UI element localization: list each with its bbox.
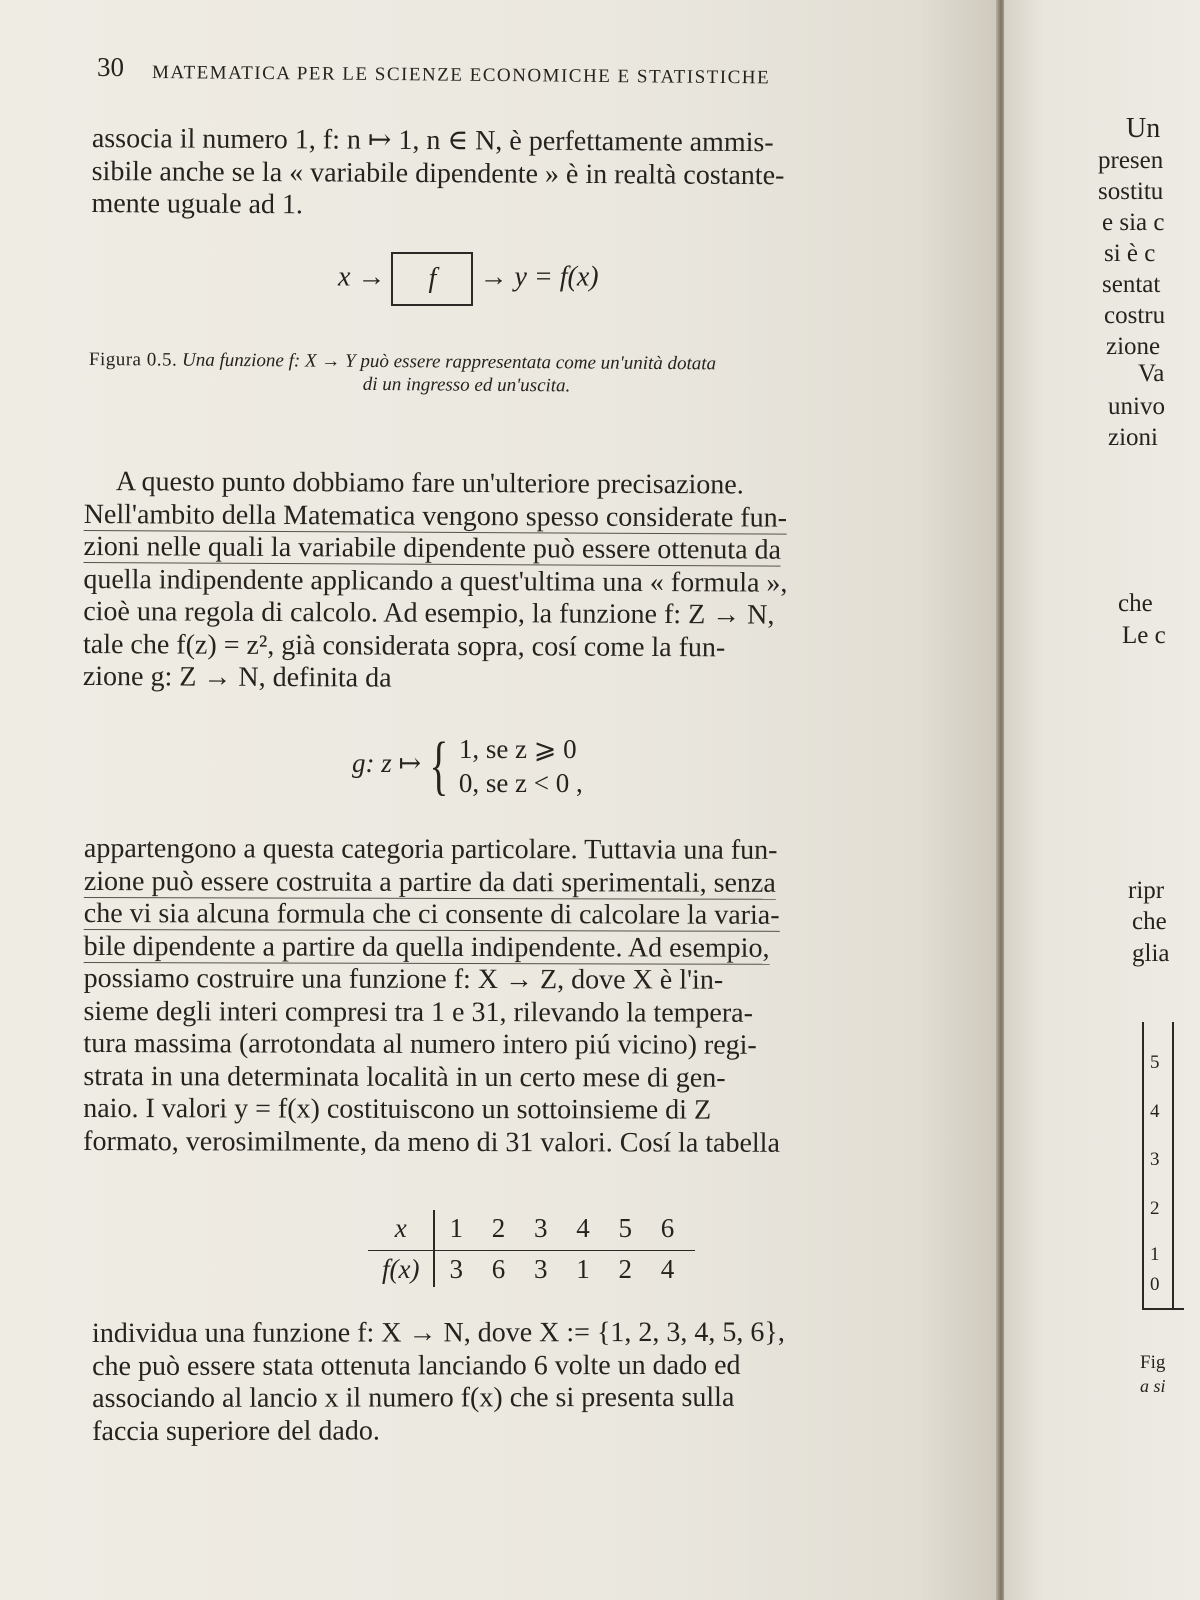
case-line: 1, se z ⩾ 0 <box>458 734 577 764</box>
main-paragraph <box>83 466 874 698</box>
text-line: mente uguale ad 1. <box>91 187 304 221</box>
intro-paragraph <box>91 123 862 225</box>
piecewise-lhs: g: z ↦ <box>352 748 422 779</box>
right-page-fragment: si è c <box>1104 240 1156 267</box>
axis-tick-label: 4 <box>1150 1101 1160 1122</box>
right-page-fragment: e sia c <box>1102 209 1165 236</box>
text-line: individua una funzione f: X → N, dove X := {1, 2, 3, 4, 5, 6}, <box>92 1316 785 1349</box>
running-head: MATEMATICA PER LE SCIENZE ECONOMICHE E STATISTICHE <box>151 62 771 89</box>
text-line: A questo punto dobbiamo fare un'ulteriore precisazione. <box>115 466 744 501</box>
right-page <box>1004 0 1200 1600</box>
axis-tick-label: 1 <box>1150 1244 1160 1265</box>
right-page-fragment: Va <box>1138 360 1165 387</box>
text-line: tura massima (arrotondata al numero intero piú vicino) regi- <box>83 1027 757 1061</box>
text-line: sieme degli interi compresi tra 1 e 31, rilevando la tempera- <box>83 995 753 1029</box>
table-header-x: x <box>368 1210 434 1251</box>
text-line: naio. I valori y = f(x) costituiscono un sottoinsieme di Z <box>83 1092 712 1126</box>
text-line <box>84 865 884 900</box>
text-line: sibile anche se la « variabile dipendente » è in realtà costante- <box>91 155 785 191</box>
right-page-fragment: sentat <box>1102 271 1161 298</box>
table-row <box>368 1251 695 1288</box>
piecewise-definition <box>352 729 583 802</box>
left-brace: { <box>429 729 449 802</box>
axis-tick-label: 2 <box>1150 1198 1160 1219</box>
text-line <box>83 531 873 568</box>
right-page-fragment: zione <box>1106 333 1161 360</box>
final-paragraph <box>92 1317 892 1448</box>
second-paragraph <box>83 833 884 1160</box>
text-line: tale che f(z) = z², già considerata sopra, cosí come la fun- <box>82 628 726 663</box>
dice-table <box>368 1210 695 1287</box>
table-values-x: 1 2 3 4 5 6 <box>434 1210 695 1251</box>
text-line: cioè una regola di calcolo. Ad esempio, la funzione f: Z → N, <box>83 595 775 631</box>
right-page-fragment: che <box>1132 908 1167 935</box>
right-page-fragment: che <box>1118 590 1153 617</box>
table-header-fx: f(x) <box>368 1251 434 1288</box>
right-page-fragment: univo <box>1108 393 1165 420</box>
right-page-fragment: glia <box>1132 940 1170 967</box>
figure-caption <box>89 348 879 400</box>
underlined-text: zioni nelle quali la variabile dipendente può essere ottenuta da <box>83 530 782 566</box>
text-line: quella indipendente applicando a quest'ultima una « formula », <box>83 563 788 599</box>
partial-chart <box>1142 1022 1184 1310</box>
table-values-fx: 3 6 3 1 2 4 <box>449 1253 686 1284</box>
right-page-fragment: Le c <box>1122 622 1166 649</box>
text-line: associando al lancio x il numero f(x) che si presenta sulla <box>92 1381 735 1414</box>
text-line <box>84 498 874 535</box>
chart-bar <box>1172 1022 1174 1308</box>
right-page-fragment: zioni <box>1108 424 1158 451</box>
text-line: zione g: Z → N, definita da <box>82 660 392 694</box>
text-line: che può essere stata ottenuta lanciando 6 volte un dado ed <box>92 1349 741 1382</box>
right-page-fragment: Fig <box>1140 1352 1166 1373</box>
text-line: appartengono a questa categoria particolare. Tuttavia una fun- <box>83 833 778 866</box>
underlined-text: Nell'ambito della Matematica vengono spesso considerate fun- <box>83 498 788 534</box>
underlined-text: bile dipendente a partire da quella indipendente. Ad esempio, <box>83 930 770 964</box>
text-line: formato, verosimilmente, da meno di 31 valori. Cosí la tabella <box>83 1125 780 1159</box>
axis-tick-label: 3 <box>1150 1149 1160 1170</box>
function-box: f <box>391 252 473 306</box>
right-page-fragment: sostitu <box>1098 178 1164 205</box>
caption-text: Una funzione f: X → Y può essere rappresentata come un'unità dotata <box>181 349 717 375</box>
text-line <box>84 930 884 965</box>
diagram-output: → y = f(x) <box>479 261 599 293</box>
text-line: faccia superiore del dado. <box>92 1414 380 1447</box>
case-line: 0, se z < 0 , <box>458 768 583 798</box>
text-line: possiamo costruire una funzione f: X → Z, dove X è l'in- <box>83 962 724 996</box>
axis-tick-label: 0 <box>1150 1274 1160 1295</box>
page-number: 30 <box>97 52 124 82</box>
right-page-fragment: Un <box>1126 113 1161 144</box>
axis-tick-label: 5 <box>1150 1052 1160 1073</box>
text-line: associa il numero 1, f: n ↦ 1, n ∈ N, è perfettamente ammis- <box>91 123 774 159</box>
piecewise-cases <box>459 732 583 800</box>
underlined-text: zione può essere costruita a partire da dati sperimentali, senza <box>83 865 776 899</box>
caption-text-line2: di un ingresso ed un'uscita. <box>362 373 571 397</box>
diagram-input: x → <box>338 261 386 293</box>
right-page-fragment: ripr <box>1128 877 1165 904</box>
text-line <box>84 898 884 933</box>
text-line: strata in una determinata località in un certo mese di gen- <box>83 1060 726 1094</box>
caption-label: Figura 0.5. <box>88 348 178 371</box>
underlined-text: che vi sia alcuna formula che ci consente di calcolare la varia- <box>83 897 780 931</box>
right-page-fragment: costru <box>1104 302 1166 329</box>
function-box-diagram <box>338 252 599 306</box>
right-page-fragment: a si <box>1140 1376 1166 1396</box>
right-page-fragment: presen <box>1098 147 1164 174</box>
table-row <box>368 1210 695 1251</box>
